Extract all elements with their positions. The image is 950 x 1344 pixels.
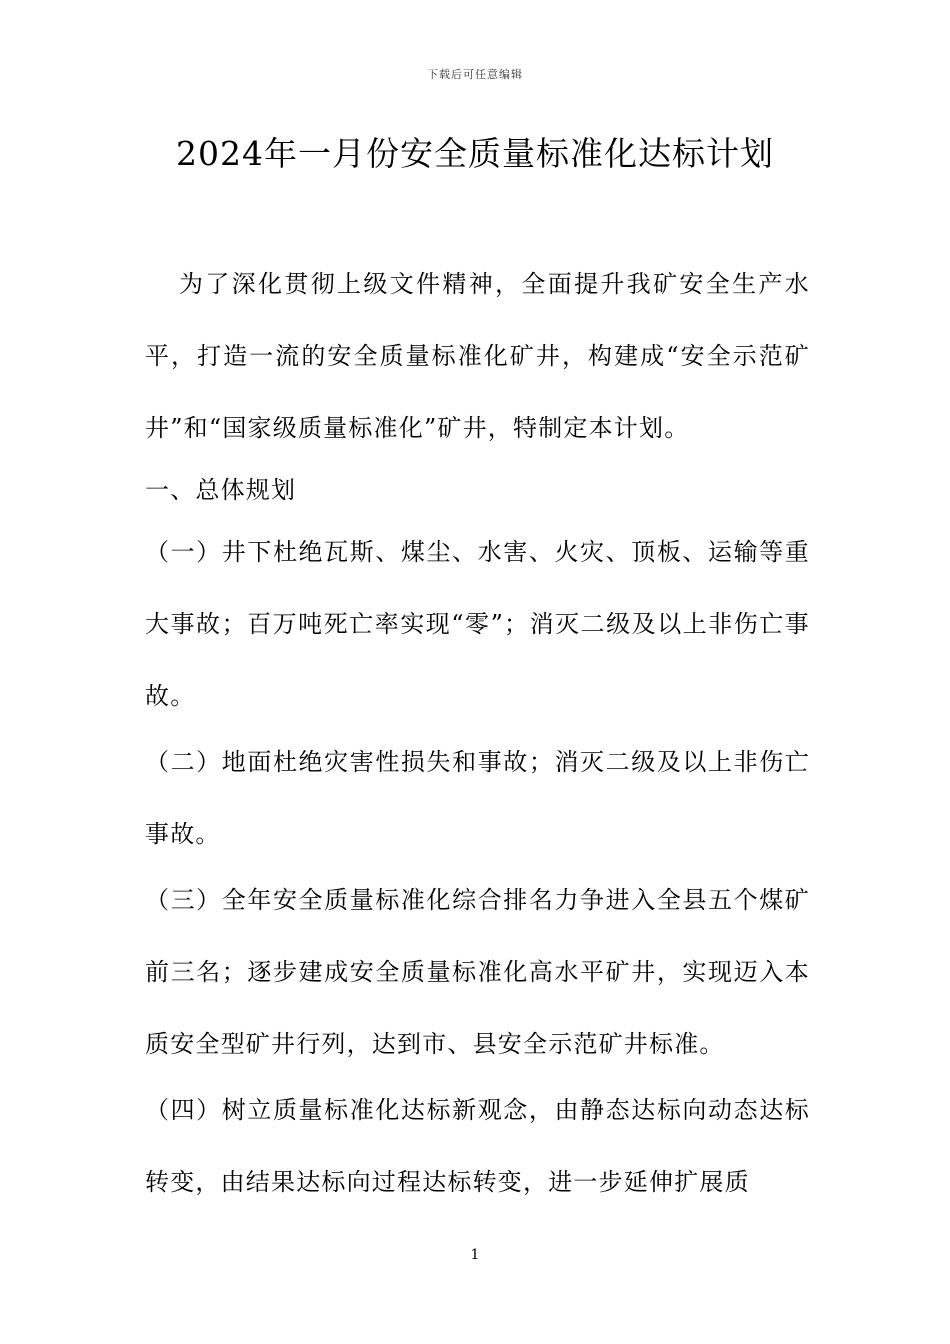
header-note: 下载后可任意编辑 <box>427 68 523 81</box>
page-number: 1 <box>470 1247 480 1263</box>
plan-item-2: （二）地面杜绝灾害性损失和事故；消灭二级及以上非伤亡事故。 <box>145 748 810 848</box>
plan-item-3: （三）全年安全质量标准化综合排名力争进入全县五个煤矿前三名；逐步建成安全质量标准化高水平矿井，实现迈入本质安全型矿井行列，达到市、县安全示范矿井标准。 <box>145 886 810 1058</box>
section-heading: 一、总体规划 <box>145 476 297 504</box>
plan-item-1: （一）井下杜绝瓦斯、煤尘、水害、火灾、顶板、运输等重大事故；百万吨死亡率实现“零”；消灭二级及以上非伤亡事故。 <box>145 538 810 710</box>
plan-item-4: （四）树立质量标准化达标新观念，由静态达标向动态达标转变，由结果达标向过程达标转变，进一步延伸扩展质 <box>145 1096 810 1196</box>
intro-paragraph: 为了深化贯彻上级文件精神，全面提升我矿安全生产水平，打造一流的安全质量标准化矿井，构建成“安全示范矿井”和“国家级质量标准化”矿井，特制定本计划。 <box>145 270 810 442</box>
document-body <box>145 248 810 1218</box>
document-title: 2024年一月份安全质量标准化达标计划 <box>176 134 774 173</box>
